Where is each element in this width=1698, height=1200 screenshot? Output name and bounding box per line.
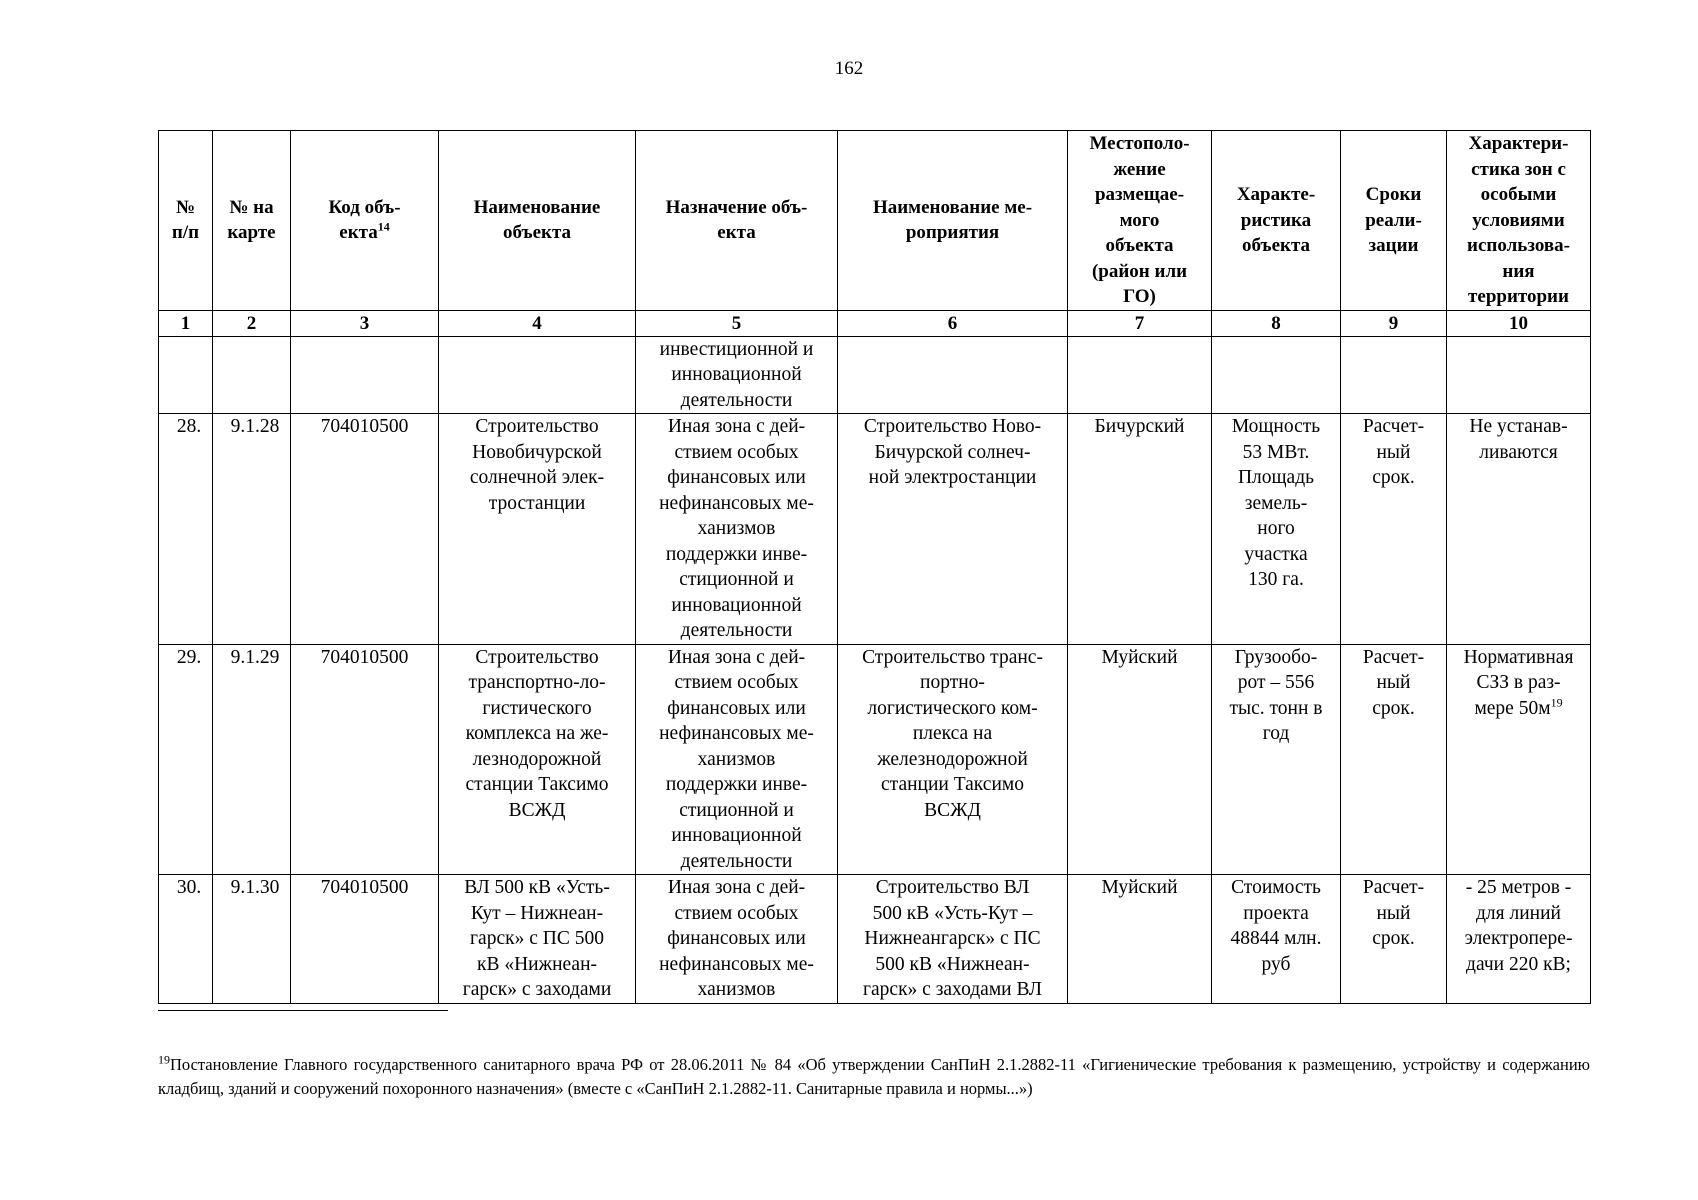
header-cell-8: Характе- ристика объекта [1212, 131, 1341, 311]
column-number: 2 [213, 310, 291, 336]
table-cell [1447, 336, 1591, 414]
object-name-cell: Строительство транспортно-ло- гистического комплекса на же- лезнодорожной станции Таксимо ВСЖД [439, 644, 636, 875]
table-cell [838, 336, 1068, 414]
map-number-cell: 9.1.29 [213, 644, 291, 875]
object-code-cell: 704010500 [291, 414, 439, 645]
header-cell-4: Наименование объекта [439, 131, 636, 311]
location-cell: Бичурский [1068, 414, 1212, 645]
location-cell: Муйский [1068, 644, 1212, 875]
zone-characteristics-cell: Нормативная СЗЗ в раз- мере $50м^{19}$ [1447, 644, 1591, 875]
table-cell [1068, 336, 1212, 414]
table-cell [159, 336, 213, 414]
footnote-ref-19: 19 [1550, 695, 1563, 709]
footnote [158, 1053, 1590, 1101]
map-number-cell: 9.1.28 [213, 414, 291, 645]
object-code-cell: 704010500 [291, 875, 439, 1004]
table-cell [439, 336, 636, 414]
timeline-cell: Расчет- ный срок. [1341, 875, 1447, 1004]
table-row [159, 875, 1591, 1004]
header-cell-3: Код объ- екта$^{14}$ [291, 131, 439, 311]
table-row [159, 336, 1591, 414]
column-number: 8 [1212, 310, 1341, 336]
characteristics-cell: Грузообо- рот – 556 тыс. тонн в год [1212, 644, 1341, 875]
column-number: 3 [291, 310, 439, 336]
header-cell-10: Характери- стика зон с особыми условиями использова- ния территории [1447, 131, 1591, 311]
table-cell [1212, 336, 1341, 414]
characteristics-cell: Стоимость проекта 48844 млн. руб [1212, 875, 1341, 1004]
footnote-separator [158, 1010, 448, 1011]
column-number: 7 [1068, 310, 1212, 336]
column-number: 9 [1341, 310, 1447, 336]
footnote-ref-14: 14 [377, 219, 390, 234]
footnote-marker: 19 [158, 1052, 170, 1067]
zone-characteristics-cell: Не устанав- ливаются [1447, 414, 1591, 645]
timeline-cell: Расчет- ный срок. [1341, 644, 1447, 875]
location-cell: Муйский [1068, 875, 1212, 1004]
measure-name-cell: Строительство ВЛ 500 кВ «Усть-Кут – Нижнеангарск» с ПС 500 кВ «Нижнеан- гарск» с заходами ВЛ [838, 875, 1068, 1004]
page-number: 162 [834, 58, 864, 79]
object-purpose-cell: Иная зона с дей- ствием особых финансовых или нефинансовых ме- ханизмов [636, 875, 838, 1004]
column-number: 5 [636, 310, 838, 336]
column-number: 1 [159, 310, 213, 336]
column-number: 6 [838, 310, 1068, 336]
measure-name-cell: Строительство транс- портно- логистического ком- плекса на железнодорожной станции Таксимо ВСЖД [838, 644, 1068, 875]
table-cell [213, 336, 291, 414]
row-number-cell: 28. [159, 414, 213, 645]
header-cell-7: Местополо- жение размещае- мого объекта (район или ГО) [1068, 131, 1212, 311]
object-purpose-cell: Иная зона с дей- ствием особых финансовых или нефинансовых ме- ханизмов поддержки инве- стиционной и инновационной деятельности [636, 644, 838, 875]
object-purpose-cell: Иная зона с дей- ствием особых финансовых или нефинансовых ме- ханизмов поддержки инве- стиционной и инновационной деятельности [636, 414, 838, 645]
zone-characteristics-cell: - 25 метров - для линий электропере- дачи 220 кВ; [1447, 875, 1591, 1004]
planning-objects-table [158, 130, 1591, 1004]
characteristics-cell: Мощность 53 МВт. Площадь земель- ного участка 130 га. [1212, 414, 1341, 645]
table-cell: инвестиционной и инновационной деятельности [636, 336, 838, 414]
header-cell-1: № п/п [159, 131, 213, 311]
header-cell-5: Назначение объ- екта [636, 131, 838, 311]
object-code-cell: 704010500 [291, 644, 439, 875]
object-name-cell: Строительство Новобичурской солнечной элек- тростанции [439, 414, 636, 645]
table-cell [291, 336, 439, 414]
table-row [159, 414, 1591, 645]
header-cell-9: Сроки реали- зации [1341, 131, 1447, 311]
column-number-row [159, 310, 1591, 336]
row-number-cell: 30. [159, 875, 213, 1004]
column-number: 4 [439, 310, 636, 336]
column-number: 10 [1447, 310, 1591, 336]
measure-name-cell: Строительство Ново- Бичурской солнеч- ной электростанции [838, 414, 1068, 645]
table-row [159, 644, 1591, 875]
map-number-cell: 9.1.30 [213, 875, 291, 1004]
header-cell-6: Наименование ме- роприятия [838, 131, 1068, 311]
header-row [159, 131, 1591, 311]
timeline-cell: Расчет- ный срок. [1341, 414, 1447, 645]
table-cell [1341, 336, 1447, 414]
object-name-cell: ВЛ 500 кВ «Усть- Кут – Нижнеан- гарск» с ПС 500 кВ «Нижнеан- гарск» с заходами [439, 875, 636, 1004]
header-cell-2: № на карте [213, 131, 291, 311]
footnote-text: Постановление Главного государственного санитарного врача РФ от 28.06.2011 № 84 «Об утверждении СанПиН 2.1.2882-11 «Гигиенические требования к размещению, устройству и содержанию кладбищ, зданий и сооружений похоронного назначения» (вместе с «СанПиН 2.1.2882-11. Санитарные правила и нормы...») [158, 1055, 1590, 1098]
row-number-cell: 29. [159, 644, 213, 875]
